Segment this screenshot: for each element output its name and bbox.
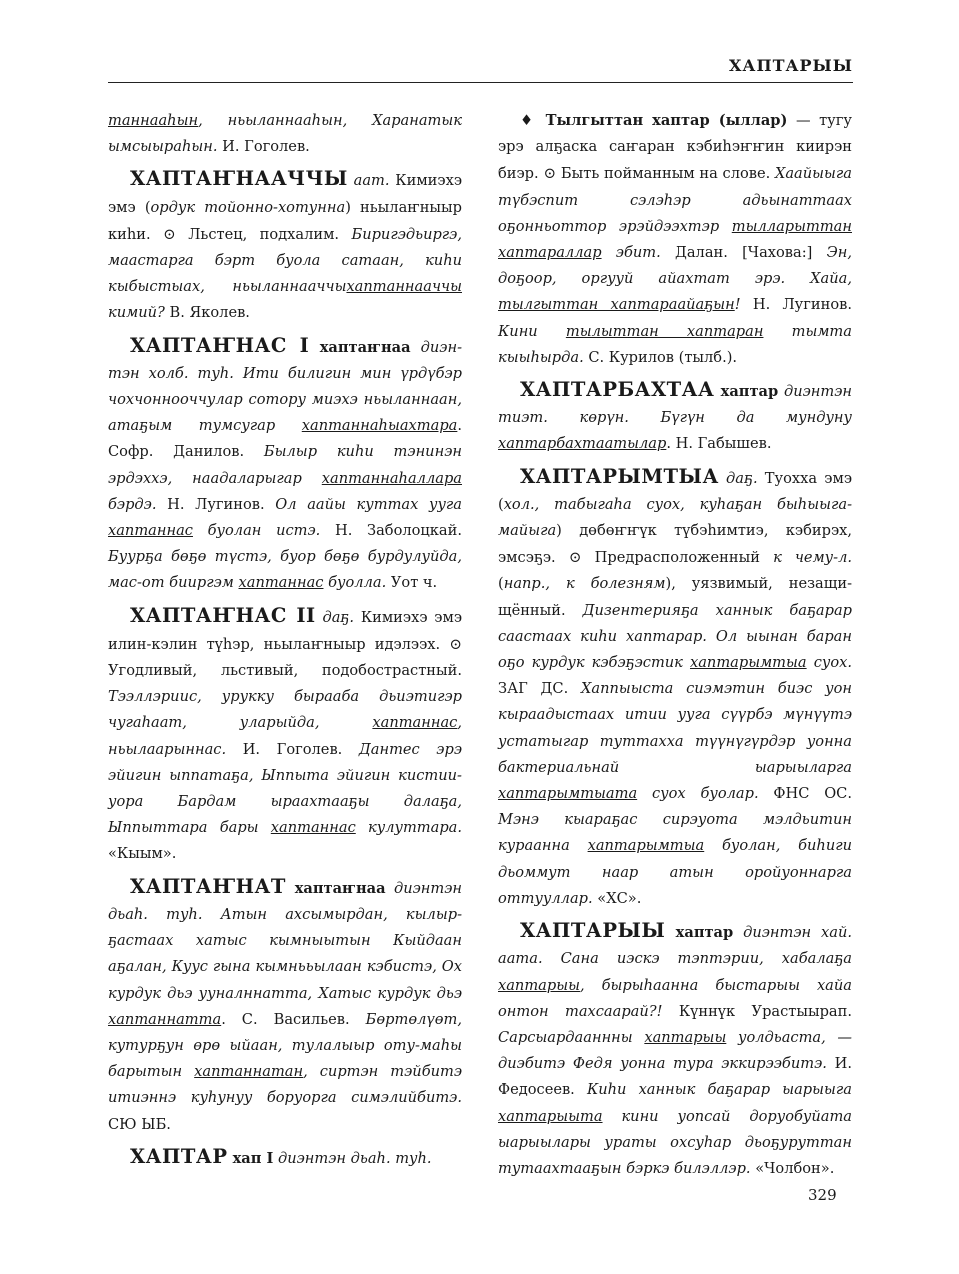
russian-marker-icon: ⊙ (150, 224, 189, 243)
headword: ХАПТАҤНАС II (130, 603, 316, 627)
entry-haptannas-2: ХАПТАҤНАС II даҕ. Кимиэхэ эмэ илин-кэлин түһэр, ньылаҥныыр идэлээх. ⊙ Угодливый, льстивый, подобострастный. Тээллэриис, урукку бырааба дьиэтигэр чугаһаат, уларыйда, хаптаннас, ньылаарыннас. И. Гоголев. Дантес эрэ эйигин ыппатаҕа, Ыппыта эйигин кистии-уора Бардам ыраахтааҕы далаҕа, Ыппыттара бары хаптаннас кулуттара. «Кыым». (108, 603, 463, 863)
entry-haptannas-1: ХАПТАҤНАС I хаптаҥнаа диэнтэн холб. туһ. Ити билигин мин үрдүбэр чохчоннооччулар сотору миэхэ ньыланнаан, атаҕым тумсугар хаптаннаһыахтара. Софр. Данилов. Былыр киһи тэнинэн эрдэххэ, наадаларыгар хаптаннаһаллара бэрдэ. Н. Лугинов. Ол аайы куттах ууга хаптаннас буолан истэ. Н. Заболоцкай. Буурҕа бөҕө түстэ, буор бөҕө бурдулуйда, мас-от бииргэм хаптаннас буолла. Уот ч. (108, 333, 463, 592)
headword: ХАПТАРЫЫ (520, 919, 666, 943)
headword: ХАПТАҤНААЧЧЫ (130, 167, 348, 191)
headword: ХАПТАҤНАТ (130, 874, 286, 898)
headword: ХАПТАРБАХТАА (520, 378, 715, 402)
running-head-title: ХАПТАРЫЫ (729, 56, 853, 75)
diamond-icon: ♦ (520, 112, 546, 129)
headword: ХАПТАҤНАС I (130, 333, 310, 357)
entry-haptannaachchy: ХАПТАҤНААЧЧЫ аат. Кимиэхэ эмэ (ордук тойонно-хотунна) ньылаҥныыр киһи. ⊙ Льстец, подхалим. Биригэдьиргэ, маастарга бэрт буола сатаан, киһи кыбыстыах, ньыланнааччыхаптаннааччы кимий? В. Яколев. (108, 167, 463, 322)
russian-marker-icon: ⊙ (538, 164, 561, 183)
headword: ХАПТАРЫМТЫА (520, 464, 719, 488)
left-column (108, 108, 462, 1178)
headword: ХАПТАР (130, 1144, 228, 1168)
russian-marker-icon: ⊙ (555, 548, 595, 567)
entry-haptar: ХАПТАР хап I диэнтэн дьаһ. туһ. (130, 1144, 432, 1168)
page-number: 329 (808, 1186, 837, 1204)
entry-haptannat: ХАПТАҤНАТ хаптаҥнаа диэнтэн дьаһ. туһ. Атын ахсымырдан, кылырҕастаах хатыс кымныытын Кыйдаан аҕалан, Куус гына кымнььылаан кэбистэ, Ох курдук дьэ ууналннатта, Хатыс курдук дьэ хаптаннатта. С. Васильев. Бөртөлүөт, кутурҕун өрө ыйаан, тулалыыр оту-маһы барытын хаптаннатан, сиртэн тэйбитэ итиэннэ куһунуу боруорга симэлийбитэ. СЮ ЫБ. (108, 874, 463, 1133)
russian-marker-icon: ⊙ (440, 634, 462, 653)
entry-phrase-tylgyttan: ♦ Тылгыттан хаптар (ыллар) — тугу эрэ алҕаска саҥаран кэбиһэҥҥин киирэн биэр. ⊙ Быть пойманным на слове. Хаайыыга түбэспит сэлэһэр адьынаттаах оҕонньоттор эрэйдээхтэр тылларыттан хаптараллар эбит. Далан. [Чахова:] Эн, доҕоор, оргууй айахтат эрэ. Хайа, тылгыттан хаптараайаҕын! Н. Лугинов. Кини тылыттан хаптаран тымта кыыһырда. С. Курилов (тылб.). (498, 112, 853, 366)
running-header (108, 52, 853, 83)
entry-haptarbahtaa: ХАПТАРБАХТАА хаптар диэнтэн тиэт. көрүн. Бүгүн да мундуну хаптарбахтаатылар. Н. Габышев. (498, 378, 853, 453)
entry-haptarymtya: ХАПТАРЫМТЫА даҕ. Туохха эмэ (хол., табыгаһа суох, куһаҕан быһыыгамайыга) дөбөҥҥүк түбэһимтиэ, кэбирэх, эмсэҕэ. ⊙ Предрасположенный к чему-л. (напр., к болезням), уязвимый, незащищённый. Дизентерияҕа ханнык баҕарар саастаах киһи хаптарар. Ол ыынан баран оҕо курдук кэбэҕэстик хаптарымтыа суох. ЗАГ ДС. Хаппыыста сиэмэтин биэс уон кыраадыстаах итии ууга сүүрбэ мүнүүтэ устатыгар туттахха түүнүгүрдэр уонна бактериальнай ыарыыларга хаптарымтыата суох буолар. ФНС ОС. Мэнэ кыараҕас сирэуота мэлдьитин кураанна хаптарымтыа буолан, биһиги дьоммут наар атын оройуоннарга оттууллар. «ХС». (498, 464, 852, 907)
right-column (498, 108, 852, 1188)
entry-haptaryy: ХАПТАРЫЫ хаптар диэнтэн хай. аата. Сана иэскэ тэптэрии, хабалаҕа хаптарыы, бырыһаанна быстарыы хайа онтон тахсаарай?! Күннүк Урастыырап. Сарсыардааннны хаптарыы уолдьаста, — диэбитэ Федя уонна тура эккирээбитэ. И. Федосеев. Киһи ханнык баҕарар ыарыыга хаптарыыта кини уопсай доруобуйата ыарыылары ураты охсуһар дьоҕуруттан тутаахтааҕын бэркэ билэллэр. «Чолбон». (498, 919, 853, 1177)
entry-continuation: таннааһын, ньыланнааһын, Харанатык ымсыыраһын. И. Гоголев. (108, 112, 462, 156)
